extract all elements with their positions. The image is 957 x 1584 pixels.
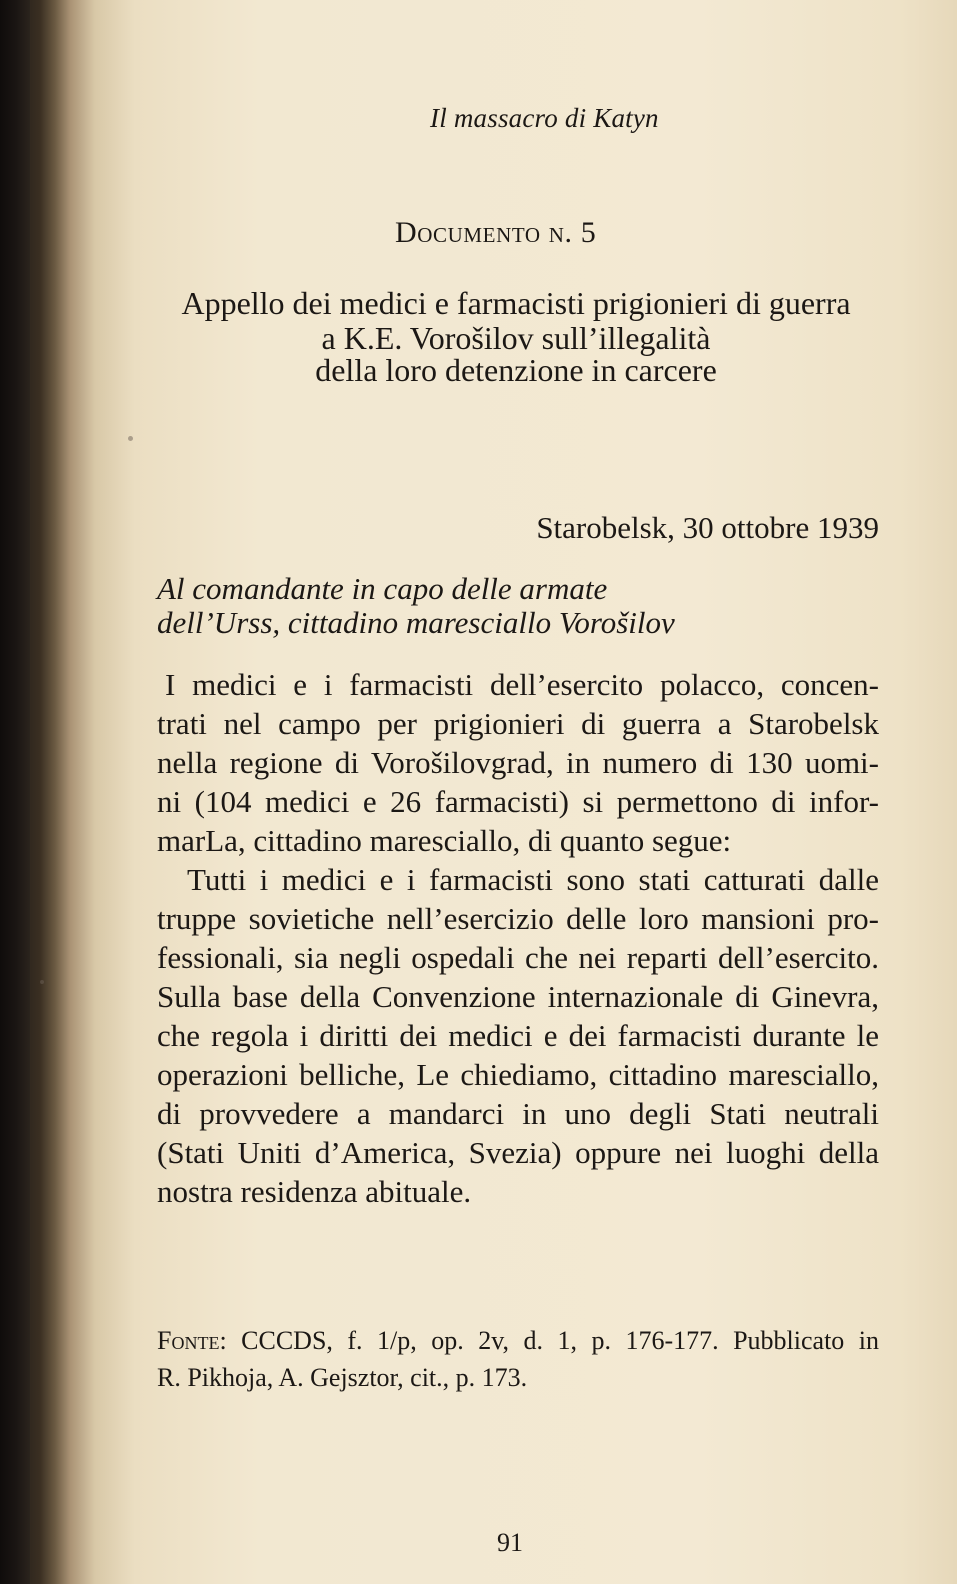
paragraph-1-line: I medici e i farmacisti dell’esercito polacco, concen- (165, 667, 879, 702)
paragraph-1-line: ni (104 medici e 26 farmacisti) si permettono di infor- (157, 784, 879, 819)
paragraph-1 (157, 665, 879, 860)
source-note (157, 1322, 879, 1396)
paragraph-2-line: che regola i diritti dei medici e dei farmacisti durante le (157, 1018, 879, 1053)
addressee-line-1: Al comandante in capo delle armate (157, 571, 608, 606)
paragraph-2-line: di provvedere a mandarci in uno degli Stati neutrali (157, 1096, 879, 1131)
paper-speck (128, 436, 133, 441)
source-label: Fonte: (157, 1326, 227, 1355)
dateline: Starobelsk, 30 ottobre 1939 (536, 510, 879, 545)
source-citation: CCCDS, f. 1/p, op. 2v, d. 1, p. 176-177. Pubblicato in (241, 1326, 879, 1355)
paragraph-2-line: Sulla base della Convenzione internazionale di Ginevra, (157, 979, 879, 1014)
paragraph-2-line: nostra residenza abituale. (157, 1174, 472, 1209)
paragraph-2-line: Tutti i medici e i farmacisti sono stati catturati dalle (187, 862, 879, 897)
paragraph-2 (157, 860, 879, 1211)
addressee-line-2: dell’Urss, cittadino maresciallo Vorošilov (157, 605, 675, 640)
paragraph-1-line: nella regione di Vorošilovgrad, in numero di 130 uomi- (157, 745, 879, 780)
paper-speck (40, 980, 44, 984)
title-line-1: Appello dei medici e farmacisti prigionieri di guerra (181, 285, 851, 321)
book-spine-shadow (0, 0, 30, 1584)
source-line-2: R. Pikhoja, A. Gejsztor, cit., p. 173. (157, 1363, 528, 1392)
title-line-3: della loro detenzione in carcere (315, 352, 717, 388)
paragraph-2-line: operazioni belliche, Le chiediamo, cittadino maresciallo, (157, 1057, 879, 1092)
paragraph-1-line: marLa, cittadino maresciallo, di quanto segue: (157, 823, 732, 858)
source-line-1 (157, 1322, 879, 1359)
paragraph-2-line: (Stati Uniti d’America, Svezia) oppure nei luoghi della (157, 1135, 879, 1170)
paragraph-2-line: truppe sovietiche nell’esercizio delle loro mansioni pro- (157, 901, 879, 936)
page-number: 91 (497, 1528, 523, 1557)
running-head: Il massacro di Katyn (430, 103, 659, 133)
document-label: Documento n. 5 (395, 216, 597, 249)
paragraph-1-line: trati nel campo per prigionieri di guerra a Starobelsk (157, 706, 879, 741)
paragraph-2-line: fessionali, sia negli ospedali che nei reparti dell’esercito. (157, 940, 879, 975)
title-line-2: a K.E. Vorošilov sull’illegalità (321, 320, 711, 356)
